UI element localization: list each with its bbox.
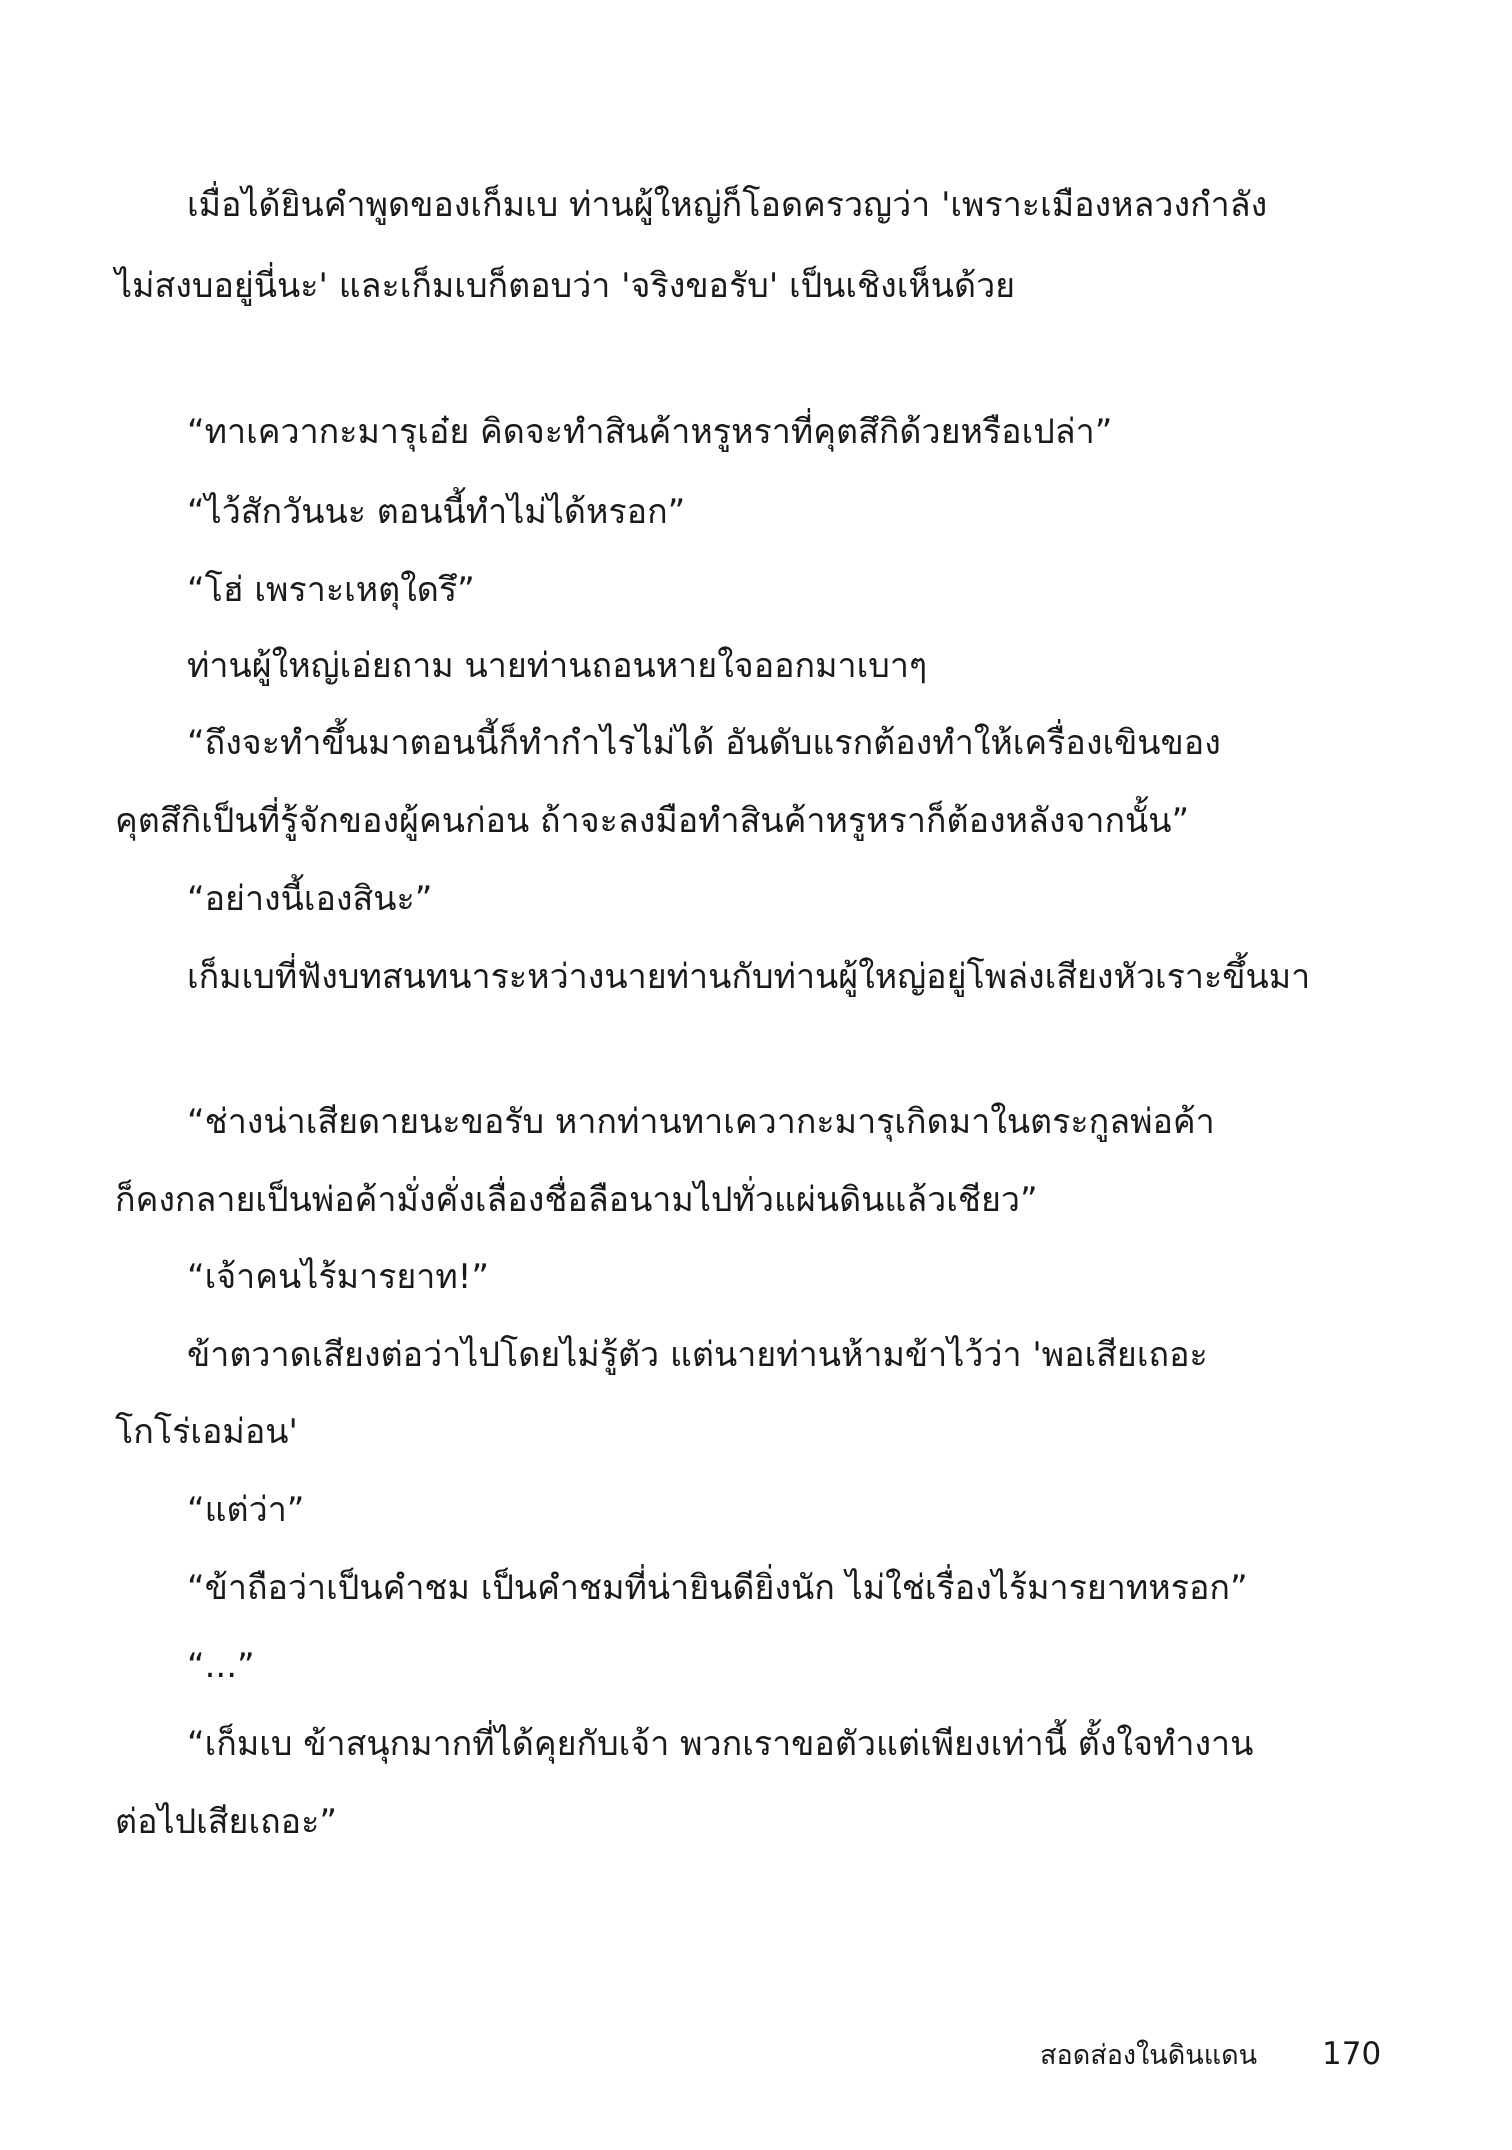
text-line: “ทาเควากะมารุเอ๋ย คิดจะทำสินค้าหรูหราที่คุตสึกิด้วยหรือเปล่า” xyxy=(187,412,1113,452)
text-line: เก็มเบที่ฟังบทสนทนาระหว่างนายท่านกับท่านผู้ใหญ่อยู่โพล่งเสียงหัวเราะขึ้นมา xyxy=(187,957,1311,997)
text-line: เมื่อได้ยินคำพูดของเก็มเบ ท่านผู้ใหญ่ก็โอดครวญว่า 'เพราะเมืองหลวงกำลัง xyxy=(187,185,1268,225)
text-line: ข้าตวาดเสียงต่อว่าไปโดยไม่รู้ตัว แต่นายท่านห้ามข้าไว้ว่า 'พอเสียเถอะ xyxy=(187,1335,1208,1375)
text-line: ไม่สงบอยู่นี่นะ' และเก็มเบก็ตอบว่า 'จริงขอรับ' เป็นเชิงเห็นด้วย xyxy=(115,266,1016,306)
text-line: คุตสึกิเป็นที่รู้จักของผู้คนก่อน ถ้าจะลงมือทำสินค้าหรูหราก็ต้องหลังจากนั้น” xyxy=(115,801,1190,841)
text-line: “ช่างน่าเสียดายนะขอรับ หากท่านทาเควากะมารุเกิดมาในตระกูลพ่อค้า xyxy=(187,1102,1215,1142)
text-line: “แต่ว่า” xyxy=(187,1490,305,1530)
text-line: โกโร่เอม่อน' xyxy=(115,1412,298,1452)
text-line: “ข้าถือว่าเป็นคำชม เป็นคำชมที่น่ายินดียิ่งนัก ไม่ใช่เรื่องไร้มารยาทหรอก” xyxy=(187,1568,1248,1608)
text-line: “เก็มเบ ข้าสนุกมากที่ได้คุยกับเจ้า พวกเราขอตัวแต่เพียงเท่านี้ ตั้งใจทำงาน xyxy=(187,1724,1254,1764)
text-line: ก็คงกลายเป็นพ่อค้ามั่งคั่งเลื่องชื่อลือนามไปทั่วแผ่นดินแล้วเชียว” xyxy=(115,1180,1038,1220)
footer-book-title: สอดส่องในดินแดน xyxy=(1040,2040,1258,2071)
text-line: ท่านผู้ใหญ่เอ่ยถาม นายท่านถอนหายใจออกมาเบาๆ xyxy=(187,646,928,686)
text-line: ต่อไปเสียเถอะ” xyxy=(115,1802,337,1842)
text-line: “อย่างนี้เองสินะ” xyxy=(187,879,433,919)
text-line: “...” xyxy=(187,1646,255,1686)
text-line: “เจ้าคนไร้มารยาท!” xyxy=(187,1257,490,1297)
text-line: “ไว้สักวันนะ ตอนนี้ทำไม่ได้หรอก” xyxy=(187,492,686,532)
page-number: 170 xyxy=(1322,2036,1382,2072)
text-line: “โฮ่ เพราะเหตุใดรึ” xyxy=(187,570,475,610)
text-line: “ถึงจะทำขึ้นมาตอนนี้ก็ทำกำไรไม่ได้ อันดับแรกต้องทำให้เครื่องเขินของ xyxy=(187,723,1221,763)
